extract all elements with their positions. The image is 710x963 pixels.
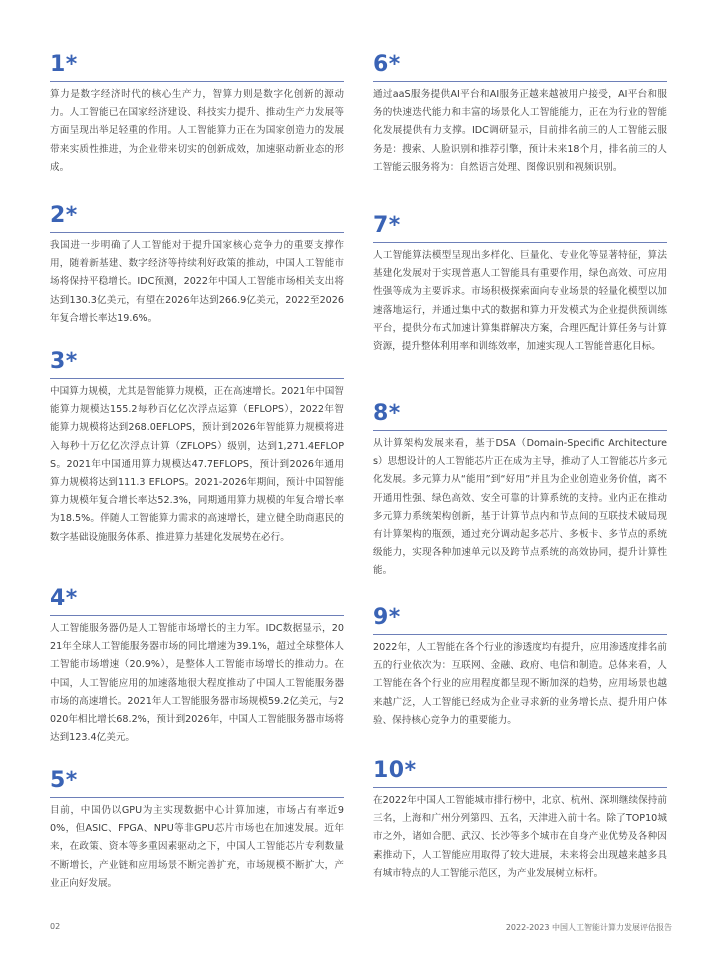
section-number: 4*	[50, 586, 78, 611]
section-number: 8*	[373, 401, 401, 426]
section-8	[373, 401, 667, 581]
section-number: 10*	[373, 758, 417, 783]
section-3	[50, 349, 344, 547]
section-6	[373, 52, 667, 177]
divider	[50, 797, 344, 798]
section-text: 从计算架构发展来看，基于DSA（Domain-Specific Architectures）思想设计的人工智能芯片正在成为主导，推动了人工智能芯片多元化发展。多元算力从“能用”到“好用”并且为企业创造业务价值，离不开通用性强、绿色高效、安全可靠的计算系统的支持。业内正在推动多元算力系统架构创新，基于计算节点内和节点间的互联技术破局现有计算架构的瓶颈，通过充分调动起多芯片、多板卡、多节点的系统级能力，实现各种加速单元以及跨节点系统的高效协同，提升计算性能。	[373, 438, 667, 577]
page-number: 02	[50, 922, 61, 931]
section-text: 目前，中国仍以GPU为主实现数据中心计算加速，市场占有率近90%，但ASIC、FPGA、NPU等非GPU芯片市场也在加速发展。近年来，在政策、资本等多重因素驱动之下，中国人工智能芯片专利数量不断增长，产业链和应用场景不断完善扩充，市场规模不断扩大，产业正向好发展。	[50, 805, 344, 889]
section-number: 1*	[50, 52, 78, 77]
divider	[373, 787, 667, 788]
report-title: 2022-2023 中国人工智能计算力发展评估报告	[505, 923, 672, 932]
section-9	[373, 605, 667, 730]
section-number: 9*	[373, 605, 401, 630]
divider	[50, 615, 344, 616]
section-number: 3*	[50, 349, 78, 374]
section-number: 6*	[373, 52, 401, 77]
section-number: 7*	[373, 213, 401, 238]
section-5	[50, 768, 344, 893]
section-text: 中国算力规模，尤其是智能算力规模，正在高速增长。2021年中国智能算力规模达155.2每秒百亿亿次浮点运算（EFLOPS），2022年智能算力规模将达到268.0EFLOPS，预计到2026年智能算力规模将进入每秒十万亿亿次浮点计算（ZFLOPS）级别，达到1,271.4EFLOPS。2021年中国通用算力规模达47.7EFLOPS，预计到2026年通用算力规模将达到111.3 EFLOPS。2021-2026年期间，预计中国智能算力规模年复合增长率达52.3%，同期通用算力规模的年复合增长率为18.5%。伴随人工智能算力需求的高速增长，建立健全助商惠民的数字基础设施服务体系、推进算力基建化发展势在必行。	[50, 386, 344, 543]
section-text: 2022年，人工智能在各个行业的渗透度均有提升，应用渗透度排名前五的行业依次为：互联网、金融、政府、电信和制造。总体来看，人工智能在各个行业的应用程度都呈现不断加深的趋势，应用场景也越来越广泛，人工智能已经成为企业寻求新的业务增长点、提升用户体验、保持核心竞争力的重要能力。	[373, 642, 667, 726]
divider	[373, 242, 667, 243]
divider	[373, 430, 667, 431]
section-7	[373, 213, 667, 356]
section-text: 人工智能服务器仍是人工智能市场增长的主力军。IDC数据显示，2021年全球人工智能服务器市场的同比增速为39.1%，超过全球整体人工智能市场增速（20.9%），是整体人工智能市场增长的推动力。在中国，人工智能应用的加速落地很大程度推动了中国人工智能服务器市场的高速增长。2021年人工智能服务器市场规模59.2亿美元，与2020年相比增长68.2%，预计到2026年，中国人工智能服务器市场将达到123.4亿美元。	[50, 623, 344, 744]
section-2	[50, 203, 344, 328]
section-number: 5*	[50, 768, 78, 793]
section-number: 2*	[50, 203, 78, 228]
divider	[50, 232, 344, 233]
section-text: 人工智能算法模型呈现出多样化、巨量化、专业化等显著特征，算法基建化发展对于实现普惠人工智能具有重要作用，绿色高效、可应用性强等成为主要诉求。市场积极探索面向专业场景的轻量化模型以加速落地运行，并通过集中式的数据和算力开发模式为企业提供预训练平台，提供分布式加速计算集群解决方案，合理匹配计算任务与计算资源，提升整体利用率和训练效率，加速实现人工智能普惠化目标。	[373, 250, 667, 353]
section-10	[373, 758, 667, 883]
section-text: 通过aaS服务提供AI平台和AI服务正越来越被用户接受，AI平台和服务的快速迭代能力和丰富的场景化人工智能能力，正在为行业的智能化发展提供有力支撑。IDC调研显示，目前排名前三的人工智能云服务是：搜索、人脸识别和推荐引擎，预计未来18个月，排名前三的人工智能云服务将为：自然语言处理、图像识别和视频识别。	[373, 89, 667, 173]
section-text: 在2022年中国人工智能城市排行榜中，北京、杭州、深圳继续保持前三名，上海和广州分列第四、五名，天津进入前十名。除了TOP10城市之外，诸如合肥、武汉、长沙等多个城市在自身产业优势及各种因素推动下，人工智能应用取得了较大进展，未来将会出现越来越多具有城市特点的人工智能示范区，为产业发展树立标杆。	[373, 795, 667, 879]
section-text: 我国进一步明确了人工智能对于提升国家核心竞争力的重要支撑作用，随着新基建、数字经济等持续利好政策的推动，中国人工智能市场将保持平稳增长。IDC预测，2022年中国人工智能市场相关支出将达到130.3亿美元，有望在2026年达到266.9亿美元，2022至2026年复合增长率达19.6%。	[50, 240, 344, 324]
section-4	[50, 586, 344, 747]
section-text: 算力是数字经济时代的核心生产力，智算力则是数字化创新的源动力。人工智能已在国家经济建设、科技实力提升、推动生产力发展等方面呈现出举足轻重的作用。人工智能算力正在为国家创造力的发展带来实质性推进，为企业带来切实的创新成效，加速驱动新业态的形成。	[50, 89, 344, 173]
section-1	[50, 52, 344, 177]
divider	[50, 81, 344, 82]
divider	[373, 81, 667, 82]
divider	[373, 634, 667, 635]
divider	[50, 378, 344, 379]
